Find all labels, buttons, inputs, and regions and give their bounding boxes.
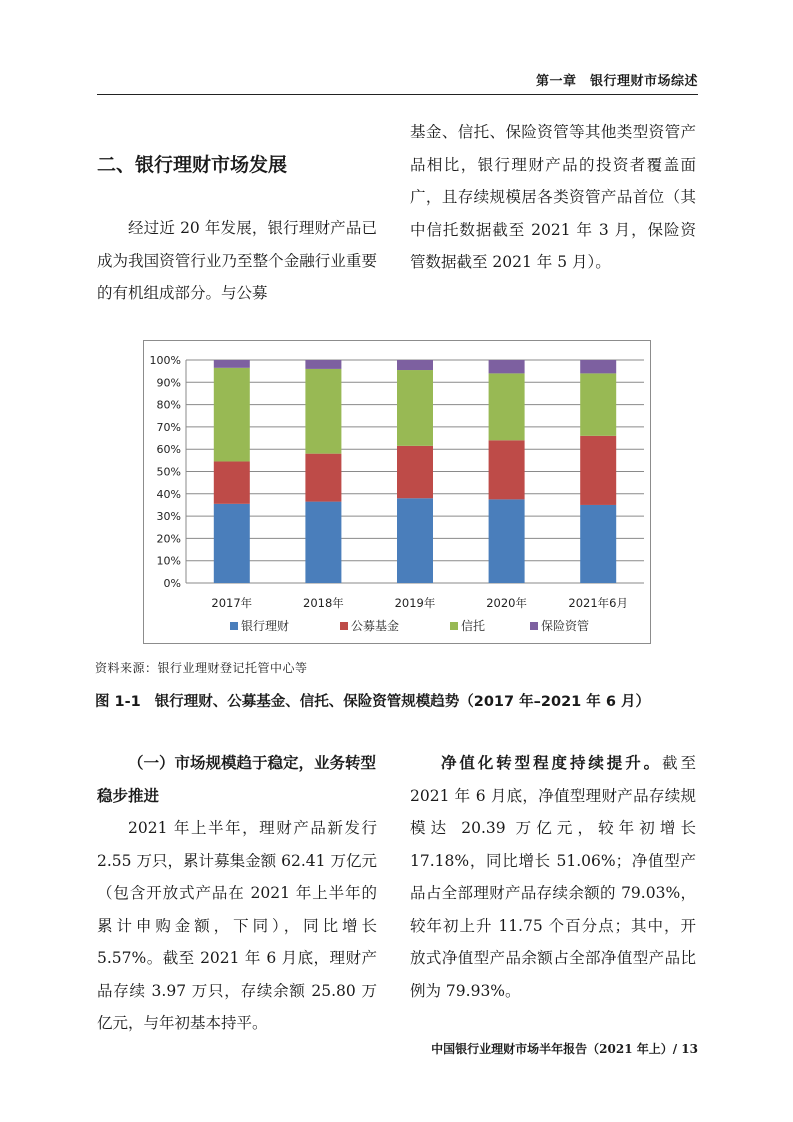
legend-swatch <box>530 622 538 630</box>
body-paragraph-left: 2021 年上半年，理财产品新发行 2.55 万只，累计募集金额 62.41 万亿元（包含开放式产品在 2021 年上半年的累计申购金额，下同），同比增长 5.57%。截至 2021 年 6 月底，理财产品存续 3.97 万只，存续余额 25.80 万亿元，与年初基本持平。 <box>97 819 377 1032</box>
paragraph-lead: 净值化转型程度持续提升。 <box>441 753 663 772</box>
bar-segment <box>489 440 525 499</box>
y-tick-label: 80% <box>156 398 181 412</box>
x-tick-label: 2019年 <box>394 596 436 610</box>
y-tick-label: 70% <box>156 420 181 434</box>
body-paragraph-right <box>410 747 696 1007</box>
x-tick-label: 2018年 <box>303 596 344 610</box>
bar-segment <box>580 505 616 583</box>
running-head: 第一章 银行理财市场综述 <box>535 74 698 89</box>
bar-segment <box>489 499 525 583</box>
bar-segment <box>397 370 433 446</box>
bar-segment <box>214 360 250 368</box>
bar-segment <box>305 454 341 502</box>
bar-segment <box>305 502 341 583</box>
bar-segment <box>397 498 433 583</box>
legend-label: 保险资管 <box>541 619 590 633</box>
section-title: 二、银行理财市场发展 <box>97 154 288 176</box>
chart-canvas <box>144 341 652 645</box>
bar-segment <box>580 360 616 373</box>
stacked-bar-chart <box>143 340 651 644</box>
bar-segment <box>214 461 250 503</box>
figure-number: 图 1-1 <box>95 694 141 710</box>
figure-title: 银行理财、公募基金、信托、保险资管规模趋势（2017 年–2021 年 6 月） <box>154 694 650 710</box>
figure-caption <box>95 690 695 711</box>
intro-paragraph-left: 经过近 20 年发展，银行理财产品已成为我国资管行业乃至整个金融行业重要的有机组成部分。与公募 <box>97 219 377 302</box>
legend-label: 信托 <box>461 619 486 633</box>
paragraph-text: 截至 2021 年 6 月底，净值型理财产品存续规模达 20.39 万亿元，较年初增长 17.18%，同比增长 51.06%；净值型产品占全部理财产品存续余额的 79.03%，较年初上升 11.75 个百分点；其中，开放式净值型产品余额占全部净值型产品比例为 79.93%。 <box>410 754 696 1000</box>
legend-label: 银行理财 <box>241 619 290 633</box>
y-tick-label: 90% <box>156 376 181 390</box>
bar-segment <box>214 504 250 583</box>
legend-label: 公募基金 <box>351 619 400 633</box>
bar-segment <box>305 360 341 369</box>
y-tick-label: 10% <box>156 554 181 568</box>
y-tick-label: 100% <box>149 354 181 367</box>
y-tick-label: 60% <box>156 443 181 457</box>
subsection-heading: （一）市场规模趋于稳定，业务转型稳步推进 <box>97 753 377 805</box>
bar-segment <box>397 446 433 498</box>
bar-segment <box>580 373 616 435</box>
bar-segment <box>305 369 341 454</box>
page-footer: 中国银行业理财市场半年报告（2021 年上）/ 13 <box>431 1042 698 1056</box>
legend-swatch <box>340 622 348 630</box>
x-tick-label: 2017年 <box>211 596 253 610</box>
header-rule <box>97 94 698 95</box>
legend-swatch <box>230 622 238 630</box>
y-tick-label: 40% <box>156 487 181 501</box>
x-tick-label: 2020年 <box>486 596 527 610</box>
y-tick-label: 20% <box>156 532 181 546</box>
y-tick-label: 50% <box>156 465 181 479</box>
bar-segment <box>489 360 525 373</box>
bar-segment <box>489 373 525 440</box>
bar-segment <box>214 368 250 462</box>
bar-segment <box>397 360 433 370</box>
bar-segment <box>580 436 616 505</box>
intro-paragraph-right: 基金、信托、保险资管等其他类型资管产品相比，银行理财产品的投资者覆盖面广，且存续规模居各类资管产品首位（其中信托数据截至 2021 年 3 月，保险资管数据截至 2021 年 5 月）。 <box>410 123 696 271</box>
x-tick-label: 2021年6月 <box>568 596 628 610</box>
source-note: 资料来源：银行业理财登记托管中心等 <box>95 661 308 675</box>
legend-swatch <box>450 622 458 630</box>
y-tick-label: 0% <box>163 577 181 590</box>
y-tick-label: 30% <box>156 510 181 524</box>
